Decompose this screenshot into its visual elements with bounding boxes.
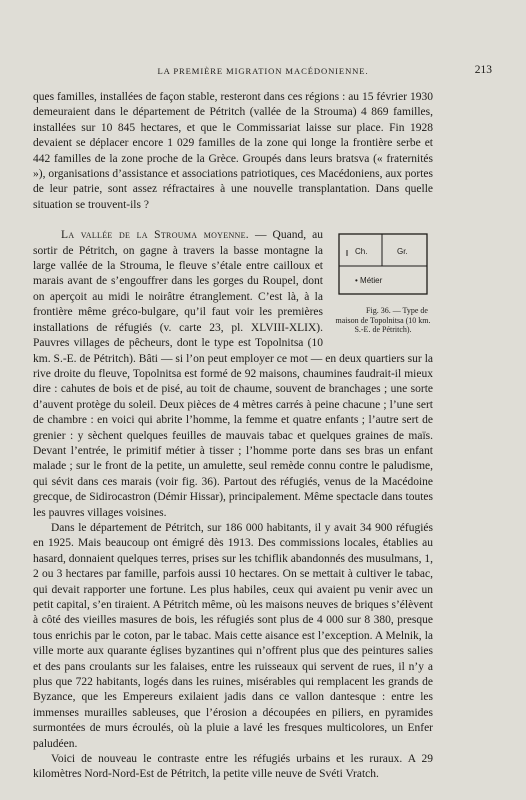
body-text [33,90,433,783]
figure-label-metier: • Métier [355,276,383,286]
paragraph-2-text: — Quand, au sortir de Pétritch, on gagne à travers la basse montagne la large vallée de la Strouma, le fleuve s’étale entre cailloux et marais avant de s’engouffrer dans les gorges du Roupel, dont on aperçoit au midi le noirâtre étranglement. C’est là, à la frontière même gréco-bulgare, qu’il faut voir les premières installations de réfugiés (v. carte 23, pl. XLVIII-XLIX). Pauvres villages de pêcheurs, dont le type est Topolnitsa (10 km. S.-E. de Pétritch). Bâti — si l’on peut employer ce mot — en deux quartiers sur la rive droite du fleuve, Topolnitsa est formé de 92 maisons, chaumines faudrait-il mieux dire : cahutes de bois et de pisé, au toit de chaume, souvent de branchages ; une sorte d’auvent protège du soleil. Deux pièces de 4 mètres carrés à peine chacune ; l’une sert de chambre : en voici qui abrite l’homme, la femme et quatre enfants ; l’autre sert de grenier : y sèchent quelques feuilles de mauvais tabac et quelques graines de maïs. Devant l’entrée, le primitif métier à tisser ; l’homme porte dans ses bras un enfant malade ; sur le front de la petite, un amulette, seul remède connu contre le paludisme, qui sévit dans ces marais (voir fig. 36). Partout des réfugiés, venus de la Macédoine grecque, de Sidirocastron (Démir Hissar), principalement. Même spectacle dans toutes les pauvres villages voisines. [33,229,433,519]
figure-label-gr: Gr. [397,247,408,257]
figure-label-ch: Ch. [355,247,368,257]
figure-36 [333,230,433,335]
page-header [30,66,496,82]
page-number: 213 [474,64,492,76]
paragraph-3: Dans le département de Pétritch, sur 186 000 habitants, il y avait 34 900 réfugiés en 1925. Mais beaucoup ont émigré dès 1913. Des commissions locales, établies au hasard, donnaient quelques terres, prises sur les tchiflik abandonnés des musulmans, 1, 2 ou 3 hectares par famille, parfois aussi 10 hectares. On se mettait à cultiver le tabac, qui devait rapporter une fortune. Les plus habiles, ceux qui avaient pu venir avec un petit capital, s’en tiraient. A Pétritch même, où les maisons neuves de briques s’élèvent à côté des vieilles masures de bois, les réfugiés sont plus de 4 000 sur 8 380, presque tous enrichis par le coton, par le tabac. Mais cette aisance est l’exception. A Melnik, la ville morte aux quarante églises byzantines qui n’offrent plus que des peintures salies et des pans croulants sur les falaises, entre les ruisseaux qui servent de rues, il n’y a plus que 722 habitants, logés dans les ruines, misérables qui remplacent les grands de Byzance, que les Empereurs exilaient jadis dans ce vallon dantesque : entre les immenses murailles sableuses, que l’érosion a découpées en piliers, en pyramides surmontées de murs écroulés, où la pluie a lavé les fresques multicolores, un Enfer paludéen. [33,521,433,750]
section-heading: La vallée de la Strouma moyenne. [61,229,249,242]
figure-caption: Fig. 36. — Type de maison de Topolnitsa (10 km. S.-E. de Pétritch). [335,306,431,335]
running-title: LA PREMIÈRE MIGRATION MACÉDONIENNE. [157,66,369,76]
house-plan-diagram [333,230,433,298]
paragraph-4: Voici de nouveau le contraste entre les réfugiés urbains et les ruraux. A 29 kilomètres Nord-Nord-Est de Pétritch, la petite ville neuve de Svéti Vratch. [33,753,433,781]
paragraph-2 [33,228,433,521]
paragraph-1: ques familles, installées de façon stable, resteront dans ces régions : au 15 février 1930 demeuraient dans le département de Pétritch (vallée de la Strouma) 4 869 familles, installées sur 10 845 hectares, et que le Commissariat laisse sur place. Fin 1928 devaient se déplacer encore 1 029 familles de la zone qui longe la frontière serbe et 442 familles de la zone proche de la Grèce. Groupés dans leurs bratsva (« fraternités »), organisations d’assistance et associations patriotiques, ces Macédoniens, aux portes de leur patrie, sont assez réfractaires à une nouvelle transplantation. Dans quelle situation se trouvent-ils ? [33,91,433,211]
